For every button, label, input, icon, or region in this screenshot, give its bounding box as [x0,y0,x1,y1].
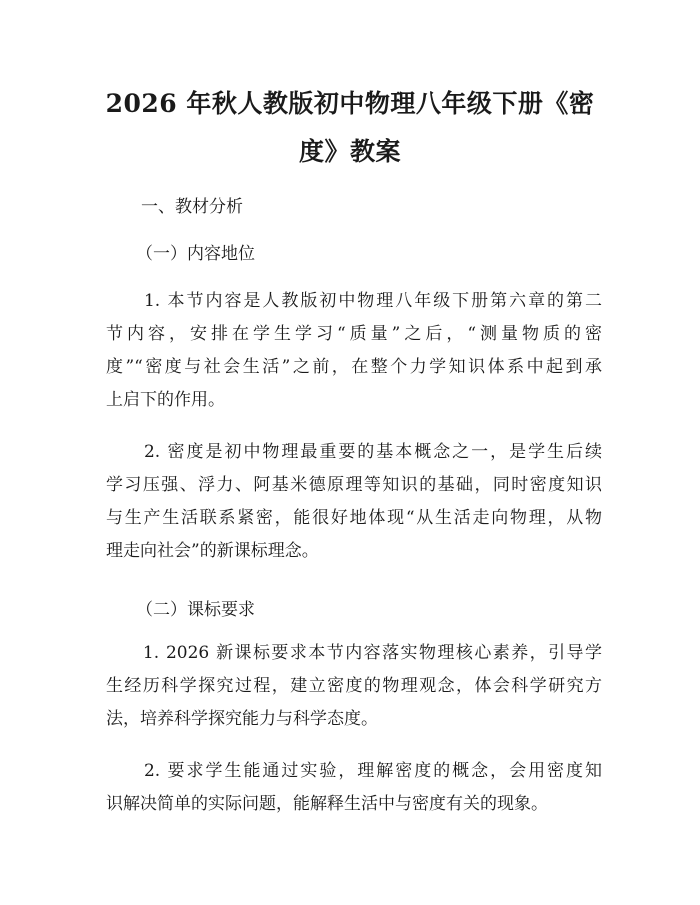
paragraph-line: 理走向社会”的新课标理念。 [106,541,319,561]
paragraph-line: 与生产生活联系紧密，能很好地体现“从生活走向物理，从物 [106,508,602,528]
paragraph-line: 2. 要求学生能通过实验，理解密度的概念，会用密度知 [106,761,602,781]
paragraph-line: 法，培养科学探究能力与科学态度。 [106,709,378,729]
paragraph-line: 生经历科学探究过程，建立密度的物理观念，体会科学研究方 [106,676,602,696]
paragraph-line: 上启下的作用。 [106,390,225,410]
paragraph-line: 识解决简单的实际问题，能解释生活中与密度有关的现象。 [106,794,548,814]
paragraph-line: 节内容，安排在学生学习“质量”之后，“测量物质的密 [106,324,602,344]
subsection-heading-curriculum-requirements: （二）课标要求 [136,600,255,620]
section-heading-textbook-analysis: 一、教材分析 [141,197,243,217]
document-title-line-1: 2026 年秋人教版初中物理八年级下册《密 [105,89,595,118]
paragraph-content-position-1 [106,285,602,417]
paragraph-line: 1. 2026 新课标要求本节内容落实物理核心素养，引导学 [106,643,602,663]
subsection-heading-content-position: （一）内容地位 [136,244,255,264]
paragraph-content-position-2 [106,436,602,568]
document-title-line-2: 度》教案 [298,137,401,166]
paragraph-curriculum-requirements-2 [106,755,602,821]
paragraph-line: 1. 本节内容是人教版初中物理八年级下册第六章的第二 [106,291,602,311]
paragraph-curriculum-requirements-1 [106,637,602,736]
paragraph-line: 度”“密度与社会生活”之前，在整个力学知识体系中起到承 [106,357,602,377]
paragraph-line: 学习压强、浮力、阿基米德原理等知识的基础，同时密度知识 [106,475,602,495]
paragraph-line: 2. 密度是初中物理最重要的基本概念之一，是学生后续 [106,442,602,462]
